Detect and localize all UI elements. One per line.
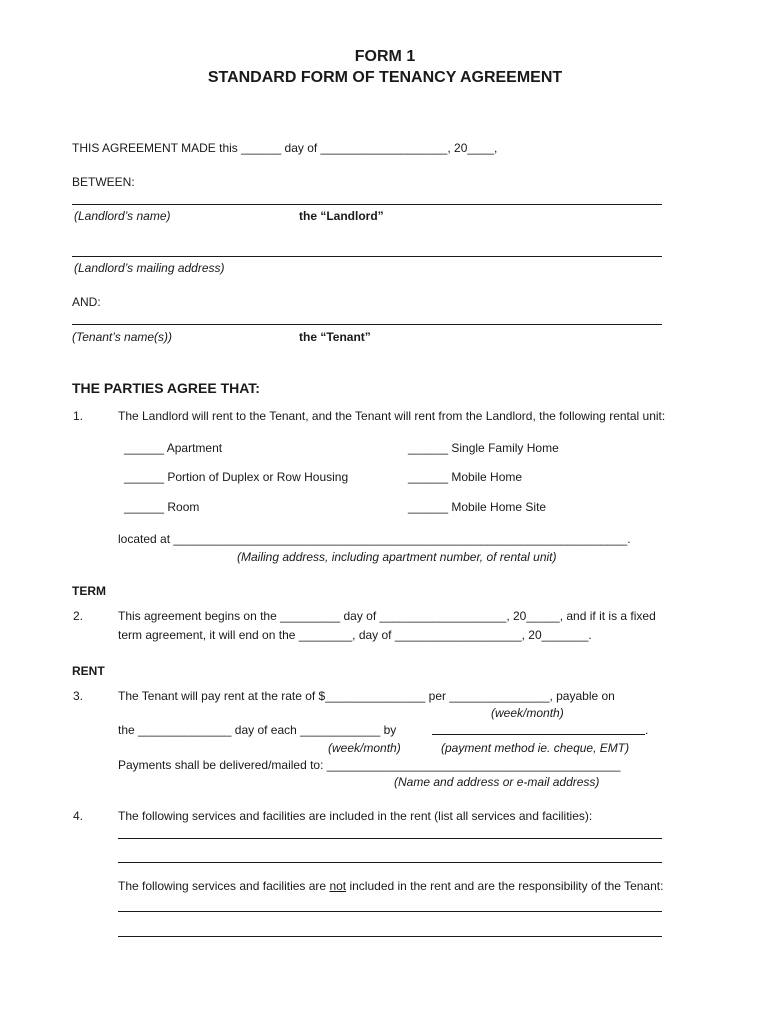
rent-period-hint: (week/month) [491,706,564,720]
services-included-line-2 [118,862,662,863]
clause-number: 2. [73,609,84,623]
term-heading: TERM [72,584,106,598]
rent-line-2-end: . [645,723,649,737]
landlord-address-label: (Landlord’s mailing address) [74,261,225,275]
form-number: FORM 1 [354,48,416,65]
tenant-name-label: (Tenant’s name(s)) [72,330,173,344]
tenant-role-label: the “Tenant” [299,330,371,344]
rent-line-1: The Tenant will pay rent at the rate of $_______________ per _______________, payable on [118,689,615,703]
between-label: BETWEEN: [72,175,135,189]
payments-delivered-hint: (Name and address or e-mail address) [394,775,600,789]
landlord-role-label: the “Landlord” [299,209,384,223]
services-not-included-post: included in the rent and are the responsibility of the Tenant: [346,879,664,893]
tenant-name-line [72,324,662,325]
page-title: STANDARD FORM OF TENANCY AGREEMENT [207,69,563,86]
option-mobile-home: ______ Mobile Home [408,470,523,484]
clause-number: 4. [73,809,84,823]
parties-agree-heading: THE PARTIES AGREE THAT: [72,380,260,396]
rent-line-2: the ______________ day of each ____________ by [118,723,397,737]
landlord-address-line [72,256,662,257]
not-emphasis: not [329,879,347,893]
located-at-hint: (Mailing address, including apartment number, of rental unit) [237,550,557,564]
payment-method-hint: (payment method ie. cheque, EMT) [441,741,630,755]
option-duplex-row-housing: ______ Portion of Duplex or Row Housing [124,470,349,484]
services-included-line-1 [118,838,662,839]
rent-heading: RENT [72,664,105,678]
clause1-text: The Landlord will rent to the Tenant, and the Tenant will rent from the Landlord, the following rental unit: [118,409,666,423]
term-line-2: term agreement, it will end on the ________, day of ___________________, 20_______. [118,628,592,642]
services-not-included-text [118,879,663,893]
option-apartment: ______ Apartment [124,441,223,455]
and-label: AND: [72,295,101,309]
located-at-line: located at ____________________________________________________________________. [118,532,631,546]
agreement-made-line: THIS AGREEMENT MADE this ______ day of ___________________, 20____, [72,141,498,155]
term-line-1: This agreement begins on the _________ day of ___________________, 20_____, and if it is a fixed [118,609,656,623]
clause-number: 1. [73,409,84,423]
services-not-included-line-2 [118,936,662,937]
clause-number: 3. [73,689,84,703]
landlord-name-line [72,204,662,205]
payment-method-line [432,734,645,735]
option-mobile-home-site: ______ Mobile Home Site [408,500,547,514]
rent-each-period-hint: (week/month) [328,741,401,755]
payments-delivered-line: Payments shall be delivered/mailed to: ____________________________________________ [118,758,621,772]
services-not-included-line-1 [118,911,662,912]
landlord-name-label: (Landlord’s name) [74,209,171,223]
option-room: ______ Room [124,500,200,514]
services-included-text: The following services and facilities are included in the rent (list all services and facilities): [118,809,593,823]
services-not-included-pre: The following services and facilities are [118,879,330,893]
option-single-family-home: ______ Single Family Home [408,441,559,455]
